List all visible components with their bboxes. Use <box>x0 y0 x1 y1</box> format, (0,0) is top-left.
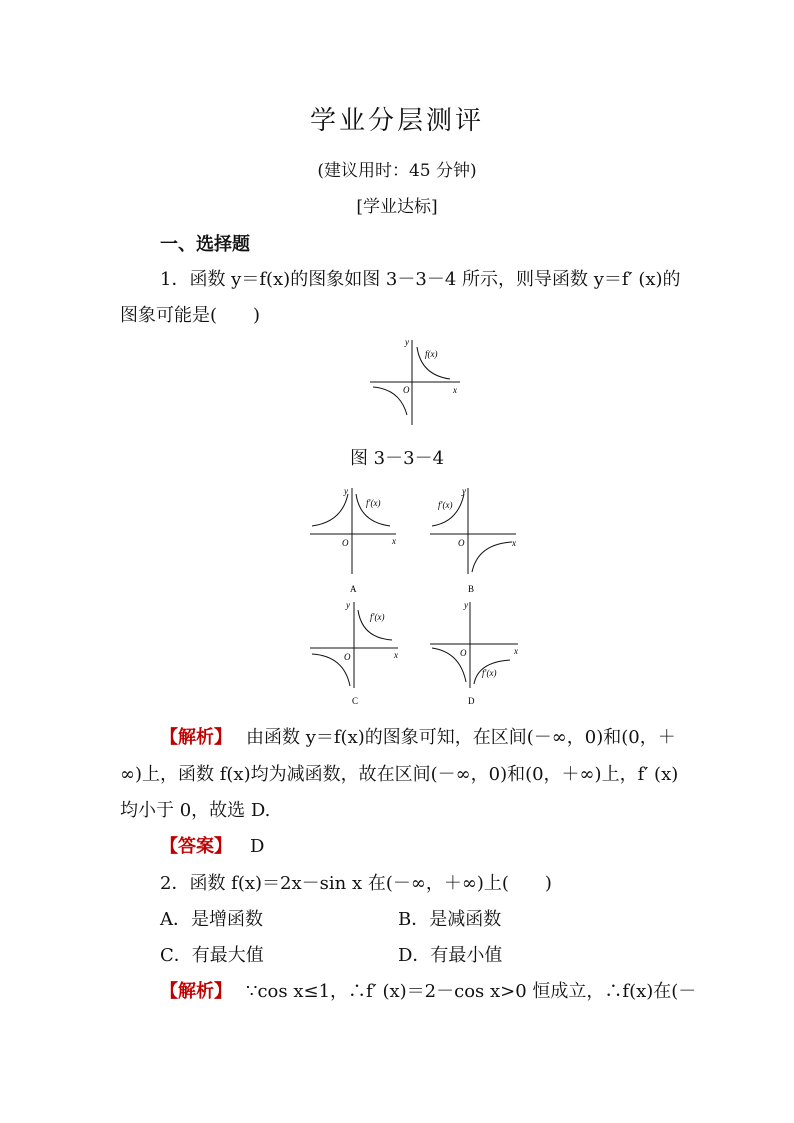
b-x-label: x <box>512 538 516 548</box>
q1-stem-line1: 1．函数 y＝f(x)的图象如图 3－3－4 所示，则导函数 y＝f′ (x)的 <box>160 269 681 290</box>
choice-b-graph <box>428 484 524 596</box>
q2-stem: 2．函数 f(x)＝2x－sin x 在(－∞，＋∞)上( ) <box>160 873 552 894</box>
section-heading: 一、选择题 <box>160 234 250 255</box>
q1-answer-tag: 【答案】 <box>160 836 232 857</box>
fig-y-label: y <box>405 337 409 347</box>
q2-option-c: C．有最大值 <box>160 945 264 966</box>
q1-analysis-line2: ∞)上，函数 f(x)均为减函数，故在区间(－∞，0)和(0，＋∞)上，f′ (x) <box>120 764 679 785</box>
choice-d-graph <box>428 598 524 708</box>
c-origin: O <box>344 652 351 662</box>
fig-curve-left <box>373 387 407 415</box>
b-origin: O <box>458 538 465 548</box>
choice-c-graph <box>308 598 404 708</box>
q2-option-b: B．是减函数 <box>398 909 502 930</box>
figure-3-3-4 <box>365 335 465 427</box>
q1-answer-line <box>160 832 264 858</box>
choice-a-graph <box>308 484 404 596</box>
page-title: 学业分层测评 <box>309 106 484 136</box>
d-fn-label: f′(x) <box>482 668 497 678</box>
q1-analysis-line3: 均小于 0，故选 D. <box>120 800 271 821</box>
b-curve-left <box>432 494 464 526</box>
q2-analysis-tag: 【解析】 <box>160 981 232 1002</box>
a-fn-label: f′(x) <box>366 498 381 508</box>
q1-analysis-tag: 【解析】 <box>160 727 232 748</box>
q2-analysis-text1: ∵cos x≤1，∴f′ (x)＝2－cos x>0 恒成立，∴f(x)在(－ <box>246 981 697 1002</box>
q1-answer-value: D <box>250 836 265 857</box>
q2-option-d: D．有最小值 <box>398 945 503 966</box>
c-y-label: y <box>346 600 350 610</box>
q1-analysis-line1 <box>160 723 676 749</box>
q1-analysis-text1: 由函数 y＝f(x)的图象可知，在区间(－∞，0)和(0，＋ <box>246 727 676 748</box>
q2-analysis-line1 <box>160 977 696 1003</box>
d-x-label: x <box>514 646 518 656</box>
q1-stem-line2: 图象可能是( ) <box>120 305 261 326</box>
figure-caption: 图 3－3－4 <box>349 448 445 469</box>
a-y-label: y <box>344 486 348 496</box>
q2-option-a: A．是增函数 <box>160 909 263 930</box>
fig-origin: O <box>403 385 410 395</box>
section-tag: [学业达标] <box>356 197 438 217</box>
fig-x-label: x <box>453 385 457 395</box>
fig-fx-label: f(x) <box>425 349 438 359</box>
time-note: (建议用时：45 分钟) <box>317 161 477 181</box>
d-origin: O <box>460 648 467 658</box>
choice-b-letter: B <box>468 584 475 594</box>
b-curve-right <box>472 542 512 572</box>
b-y-label: y <box>462 486 466 496</box>
choice-d-letter: D <box>468 696 475 706</box>
a-curve-left <box>312 494 348 526</box>
a-x-label: x <box>392 536 396 546</box>
c-x-label: x <box>394 650 398 660</box>
choice-a-letter: A <box>350 584 357 594</box>
c-fn-label: f′(x) <box>370 612 385 622</box>
d-y-label: y <box>464 600 468 610</box>
a-origin: O <box>342 538 349 548</box>
choice-c-letter: C <box>352 696 359 706</box>
b-fn-label: f′(x) <box>438 500 453 510</box>
